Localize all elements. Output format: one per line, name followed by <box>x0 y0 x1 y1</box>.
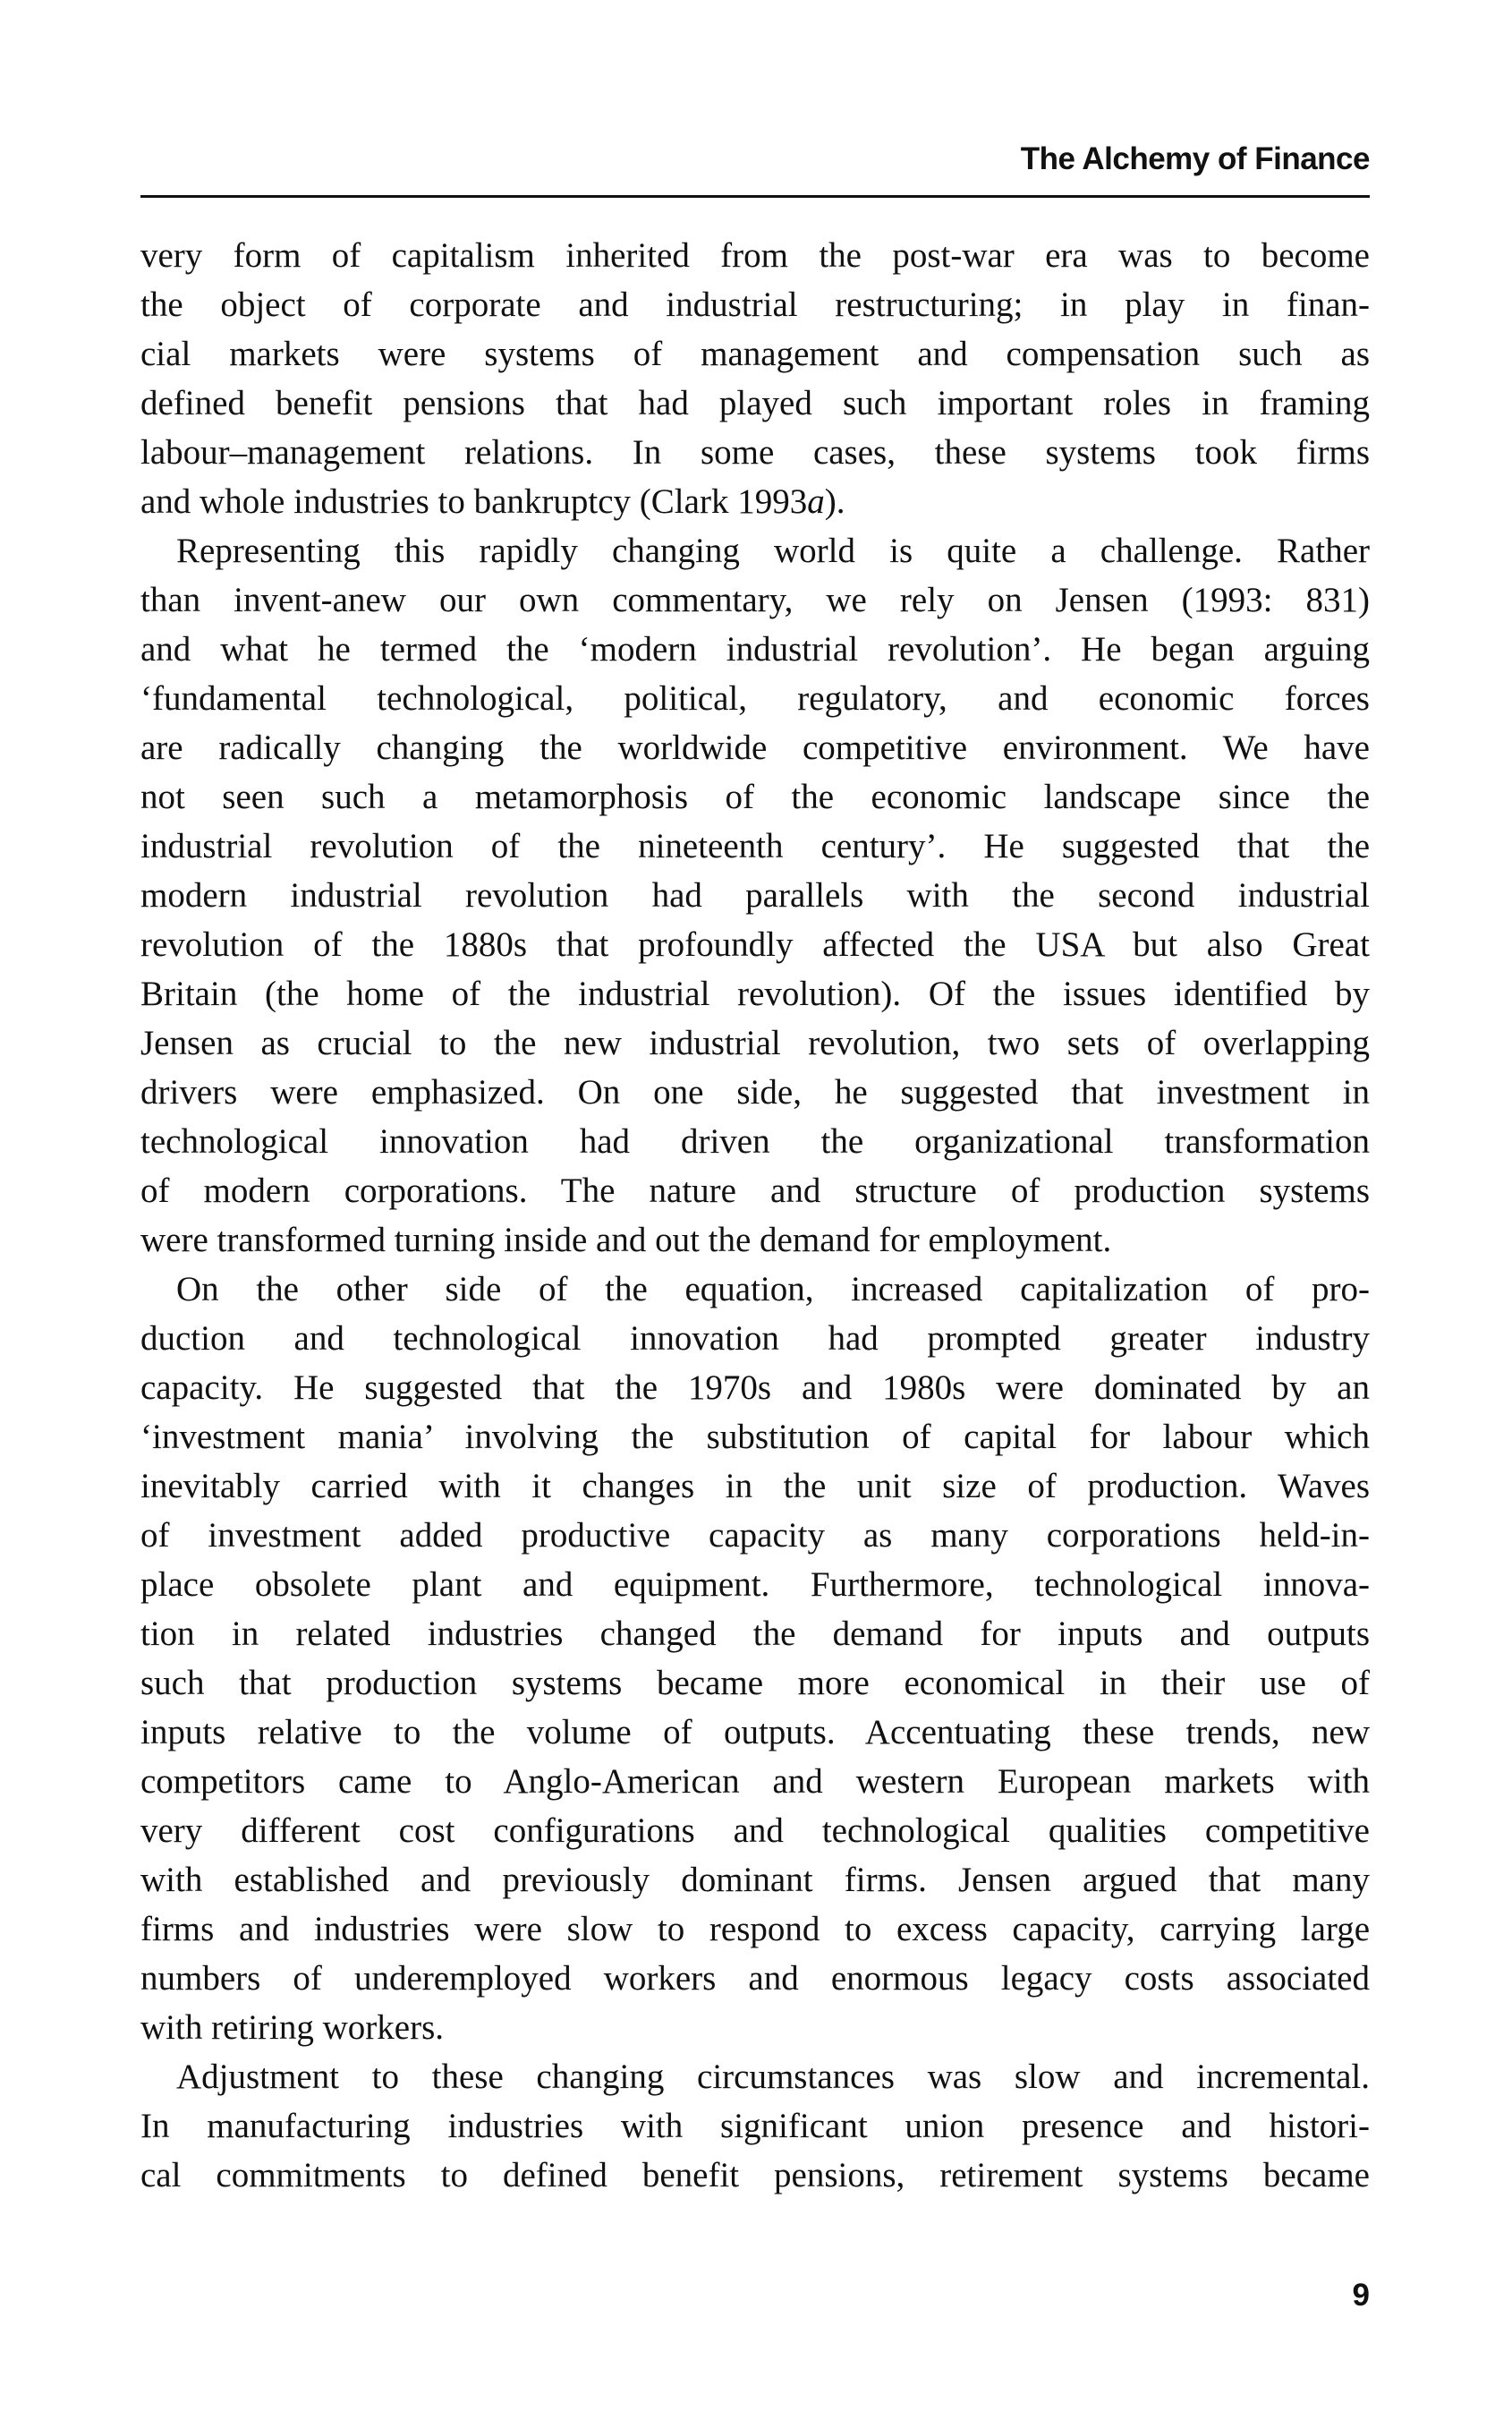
text-line: were transformed turning inside and out the demand for employment. <box>140 1221 1112 1259</box>
header-rule <box>140 195 1370 198</box>
text-line: such that production systems became more economical in their use of <box>140 1664 1370 1702</box>
text-line: competitors came to Anglo-American and western European markets with <box>140 1762 1370 1801</box>
text-line: ‘fundamental technological, political, regulatory, and economic forces <box>140 679 1370 718</box>
text-line: and what he termed the ‘modern industrial revolution’. He began arguing <box>140 630 1370 669</box>
text-line: In manufacturing industries with significant union presence and histori- <box>140 2107 1370 2145</box>
text-line: and whole industries to bankruptcy (Clark 1993a). <box>140 482 845 521</box>
text-line: tion in related industries changed the demand for inputs and outputs <box>140 1615 1370 1653</box>
text-line: labour–management relations. In some cases, these systems took firms <box>140 433 1370 472</box>
paragraph <box>140 231 1370 526</box>
text-line: Representing this rapidly changing world is quite a challenge. Rather <box>176 532 1370 570</box>
text-line: inevitably carried with it changes in the unit size of production. Waves <box>140 1467 1370 1505</box>
text-line: with retiring workers. <box>140 2008 445 2047</box>
paragraph <box>140 2052 1370 2200</box>
text-line: very different cost configurations and technological qualities competitive <box>140 1811 1370 1850</box>
text-line: not seen such a metamorphosis of the economic landscape since the <box>140 778 1370 816</box>
text-line: very form of capitalism inherited from the post-war era was to become <box>140 236 1370 275</box>
text-line: capacity. He suggested that the 1970s and 1980s were dominated by an <box>140 1368 1370 1407</box>
text-line: of modern corporations. The nature and structure of production systems <box>140 1172 1370 1210</box>
text-line: with established and previously dominant firms. Jensen argued that many <box>140 1861 1370 1899</box>
text-line: Jensen as crucial to the new industrial revolution, two sets of overlapping <box>140 1024 1370 1062</box>
text-line: industrial revolution of the nineteenth century’. He suggested that the <box>140 827 1370 865</box>
text-line: duction and technological innovation had prompted greater industry <box>140 1319 1370 1358</box>
paragraph <box>140 1265 1370 2052</box>
text-line: than invent-anew our own commentary, we rely on Jensen (1993: 831) <box>140 581 1370 619</box>
text-line: technological innovation had driven the organizational transformation <box>140 1122 1370 1161</box>
text-line: cal commitments to defined benefit pensions, retirement systems became <box>140 2156 1370 2194</box>
text-line: of investment added productive capacity as many corporations held-in- <box>140 1516 1370 1555</box>
text-line: On the other side of the equation, increased capitalization of pro- <box>176 1270 1370 1308</box>
text-line: drivers were emphasized. On one side, he suggested that investment in <box>140 1073 1370 1112</box>
text-line: firms and industries were slow to respond to excess capacity, carrying large <box>140 1910 1370 1948</box>
body-text <box>140 231 1370 2200</box>
text-line: ‘investment mania’ involving the substitution of capital for labour which <box>140 1418 1370 1456</box>
text-line: numbers of underemployed workers and enormous legacy costs associated <box>140 1959 1370 1998</box>
text-line: revolution of the 1880s that profoundly affected the USA but also Great <box>140 925 1370 964</box>
text-line: place obsolete plant and equipment. Furthermore, technological innova- <box>140 1565 1370 1604</box>
paragraph <box>140 526 1370 1265</box>
text-line: Britain (the home of the industrial revolution). Of the issues identified by <box>140 975 1370 1013</box>
text-line: modern industrial revolution had parallels with the second industrial <box>140 876 1370 915</box>
text-line: the object of corporate and industrial restructuring; in play in finan- <box>140 285 1370 324</box>
page-number: 9 <box>1352 2278 1370 2313</box>
text-line: Adjustment to these changing circumstances was slow and incremental. <box>176 2058 1370 2096</box>
running-header: The Alchemy of Finance <box>1020 141 1370 176</box>
text-line: cial markets were systems of management and compensation such as <box>140 335 1370 373</box>
text-line: are radically changing the worldwide competitive environment. We have <box>140 729 1370 767</box>
text-line: inputs relative to the volume of outputs. Accentuating these trends, new <box>140 1713 1370 1751</box>
text-line: defined benefit pensions that had played such important roles in framing <box>140 384 1370 422</box>
